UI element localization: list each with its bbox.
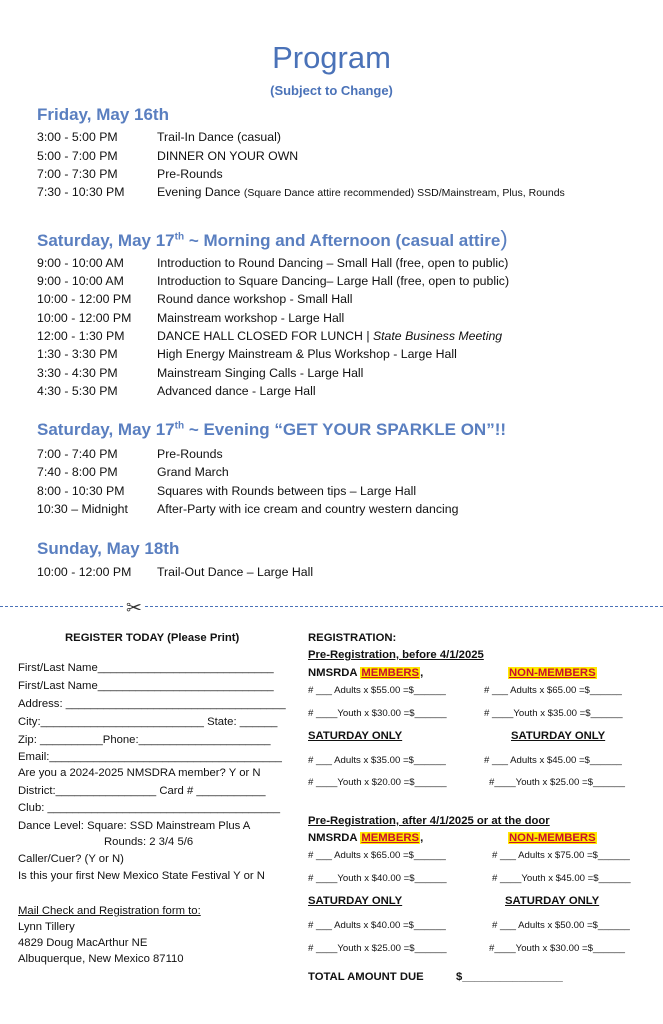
early-member-sat-youth[interactable]: # ____Youth x $20.00 =$______ [308, 777, 447, 788]
schedule-row: 3:30 - 4:30 PM Mainstream Singing Calls - Large Hall [37, 366, 364, 380]
form-line-address[interactable]: Address: ___________________________________ [18, 698, 286, 710]
schedule-row: 7:00 - 7:30 PM Pre-Rounds [37, 167, 223, 181]
schedule-row: 5:00 - 7:00 PM DINNER ON YOUR OWN [37, 149, 299, 163]
day-heading-friday: Friday, May 16th [37, 105, 169, 124]
form-line-rounds[interactable]: Rounds: 2 3/4 5/6 [104, 836, 194, 848]
form-line-club[interactable]: Club: _____________________________________ [18, 802, 280, 814]
mail-label: Mail Check and Registration form to: [18, 905, 201, 917]
schedule-row: 7:00 - 7:40 PM Pre-Rounds [37, 447, 223, 461]
schedule-row: 3:00 - 5:00 PM Trail-In Dance (casual) [37, 130, 281, 144]
late-nonmember-youth[interactable]: # ____Youth x $45.00 =$______ [492, 873, 631, 884]
early-nonmember-sat-youth[interactable]: #____Youth x $25.00 =$______ [489, 777, 625, 788]
form-line-email[interactable]: Email:_____________________________________ [18, 751, 282, 763]
early-member-sat-adults[interactable]: # ___ Adults x $35.00 =$______ [308, 755, 446, 766]
schedule-row: 9:00 - 10:00 AM Introduction to Square Dancing– Large Hall (free, open to public) [37, 274, 510, 288]
form-line-caller[interactable]: Caller/Cuer? (Y or N) [18, 853, 124, 865]
mail-address-name: Lynn Tillery [18, 921, 75, 933]
late-nonmembers-label: NON-MEMBERS [509, 832, 596, 844]
late-member-youth[interactable]: # ____Youth x $40.00 =$______ [308, 873, 447, 884]
page-title: Program [272, 40, 391, 75]
early-nonmembers-label: NON-MEMBERS [509, 667, 596, 679]
late-nonmember-saturday-label: SATURDAY ONLY [505, 895, 600, 907]
schedule-row: 10:30 – Midnight After-Party with ice cream and country western dancing [37, 502, 459, 516]
early-member-saturday-label: SATURDAY ONLY [308, 730, 403, 742]
schedule-row: 9:00 - 10:00 AM Introduction to Round Dancing – Small Hall (free, open to public) [37, 256, 509, 270]
early-member-youth[interactable]: # ____Youth x $30.00 =$______ [308, 708, 447, 719]
early-member-adults[interactable]: # ___ Adults x $55.00 =$______ [308, 685, 446, 696]
mail-address-street: 4829 Doug MacArthur NE [18, 937, 148, 949]
day-heading-saturday-morning: Saturday, May 17th ~ Morning and Afternoon (casual attire) [37, 226, 508, 251]
form-line-zip-phone[interactable]: Zip: __________Phone:_____________________ [18, 734, 271, 746]
registration-title: REGISTRATION: [308, 632, 397, 644]
early-members-label: NMSRDA MEMBERS, [308, 667, 424, 679]
schedule-row: 4:30 - 5:30 PM Advanced dance - Large Hall [37, 384, 316, 398]
day-heading-sunday: Sunday, May 18th [37, 539, 180, 558]
late-nonmember-adults[interactable]: # ___ Adults x $75.00 =$______ [492, 850, 630, 861]
early-nonmember-saturday-label: SATURDAY ONLY [511, 730, 606, 742]
late-member-saturday-label: SATURDAY ONLY [308, 895, 403, 907]
late-member-adults[interactable]: # ___ Adults x $65.00 =$______ [308, 850, 446, 861]
late-member-sat-adults[interactable]: # ___ Adults x $40.00 =$______ [308, 920, 446, 931]
early-heading: Pre-Registration, before 4/1/2025 [308, 649, 484, 661]
total-label: TOTAL AMOUNT DUE [308, 971, 424, 983]
schedule-row: 10:00 - 12:00 PM Trail-Out Dance – Large Hall [37, 565, 314, 579]
late-nonmember-sat-youth[interactable]: #____Youth x $30.00 =$______ [489, 943, 625, 954]
form-line-dance-level[interactable]: Dance Level: Square: SSD Mainstream Plus A [18, 820, 251, 832]
late-member-sat-youth[interactable]: # ____Youth x $25.00 =$______ [308, 943, 447, 954]
schedule-row: 7:40 - 8:00 PM Grand March [37, 465, 229, 479]
mail-address-city: Albuquerque, New Mexico 87110 [18, 953, 184, 965]
schedule-row: 10:00 - 12:00 PM Round dance workshop - Small Hall [37, 292, 353, 306]
schedule-row: 10:00 - 12:00 PM Mainstream workshop - Large Hall [37, 311, 345, 325]
late-nonmember-sat-adults[interactable]: # ___ Adults x $50.00 =$______ [492, 920, 630, 931]
early-nonmember-youth[interactable]: # ____Youth x $35.00 =$______ [484, 708, 623, 719]
schedule-row: 8:00 - 10:30 PM Squares with Rounds between tips – Large Hall [37, 484, 417, 498]
total-amount-field[interactable]: $________________ [456, 971, 563, 983]
early-nonmember-adults[interactable]: # ___ Adults x $65.00 =$______ [484, 685, 622, 696]
day-heading-saturday-evening: Saturday, May 17th ~ Evening “GET YOUR SPARKLE ON”!! [37, 420, 507, 439]
page-subtitle: (Subject to Change) [270, 83, 393, 98]
form-line-district-card[interactable]: District:________________ Card # ___________ [18, 785, 266, 797]
cut-line [0, 606, 663, 607]
form-title: REGISTER TODAY (Please Print) [65, 632, 240, 644]
schedule-row: 1:30 - 3:30 PM High Energy Mainstream & Plus Workshop - Large Hall [37, 347, 457, 361]
form-line-first-festival[interactable]: Is this your first New Mexico State Festival Y or N [18, 870, 265, 882]
scissors-icon: ✂ [126, 598, 142, 619]
form-line-name-2[interactable]: First/Last Name____________________________ [18, 680, 274, 692]
early-nonmember-sat-adults[interactable]: # ___ Adults x $45.00 =$______ [484, 755, 622, 766]
late-heading: Pre-Registration, after 4/1/2025 or at the door [308, 815, 550, 827]
form-line-name-1[interactable]: First/Last Name____________________________ [18, 662, 274, 674]
schedule-row: 7:30 - 10:30 PM Evening Dance (Square Dance attire recommended) SSD/Mainstream, Plus, Rounds [37, 185, 565, 199]
schedule-row: 12:00 - 1:30 PM DANCE HALL CLOSED FOR LUNCH | State Business Meeting [37, 329, 503, 343]
form-line-member-question[interactable]: Are you a 2024-2025 NMSDRA member? Y or N [18, 767, 261, 779]
form-line-city-state[interactable]: City:__________________________ State: ______ [18, 716, 278, 728]
late-members-label: NMSRDA MEMBERS, [308, 832, 424, 844]
